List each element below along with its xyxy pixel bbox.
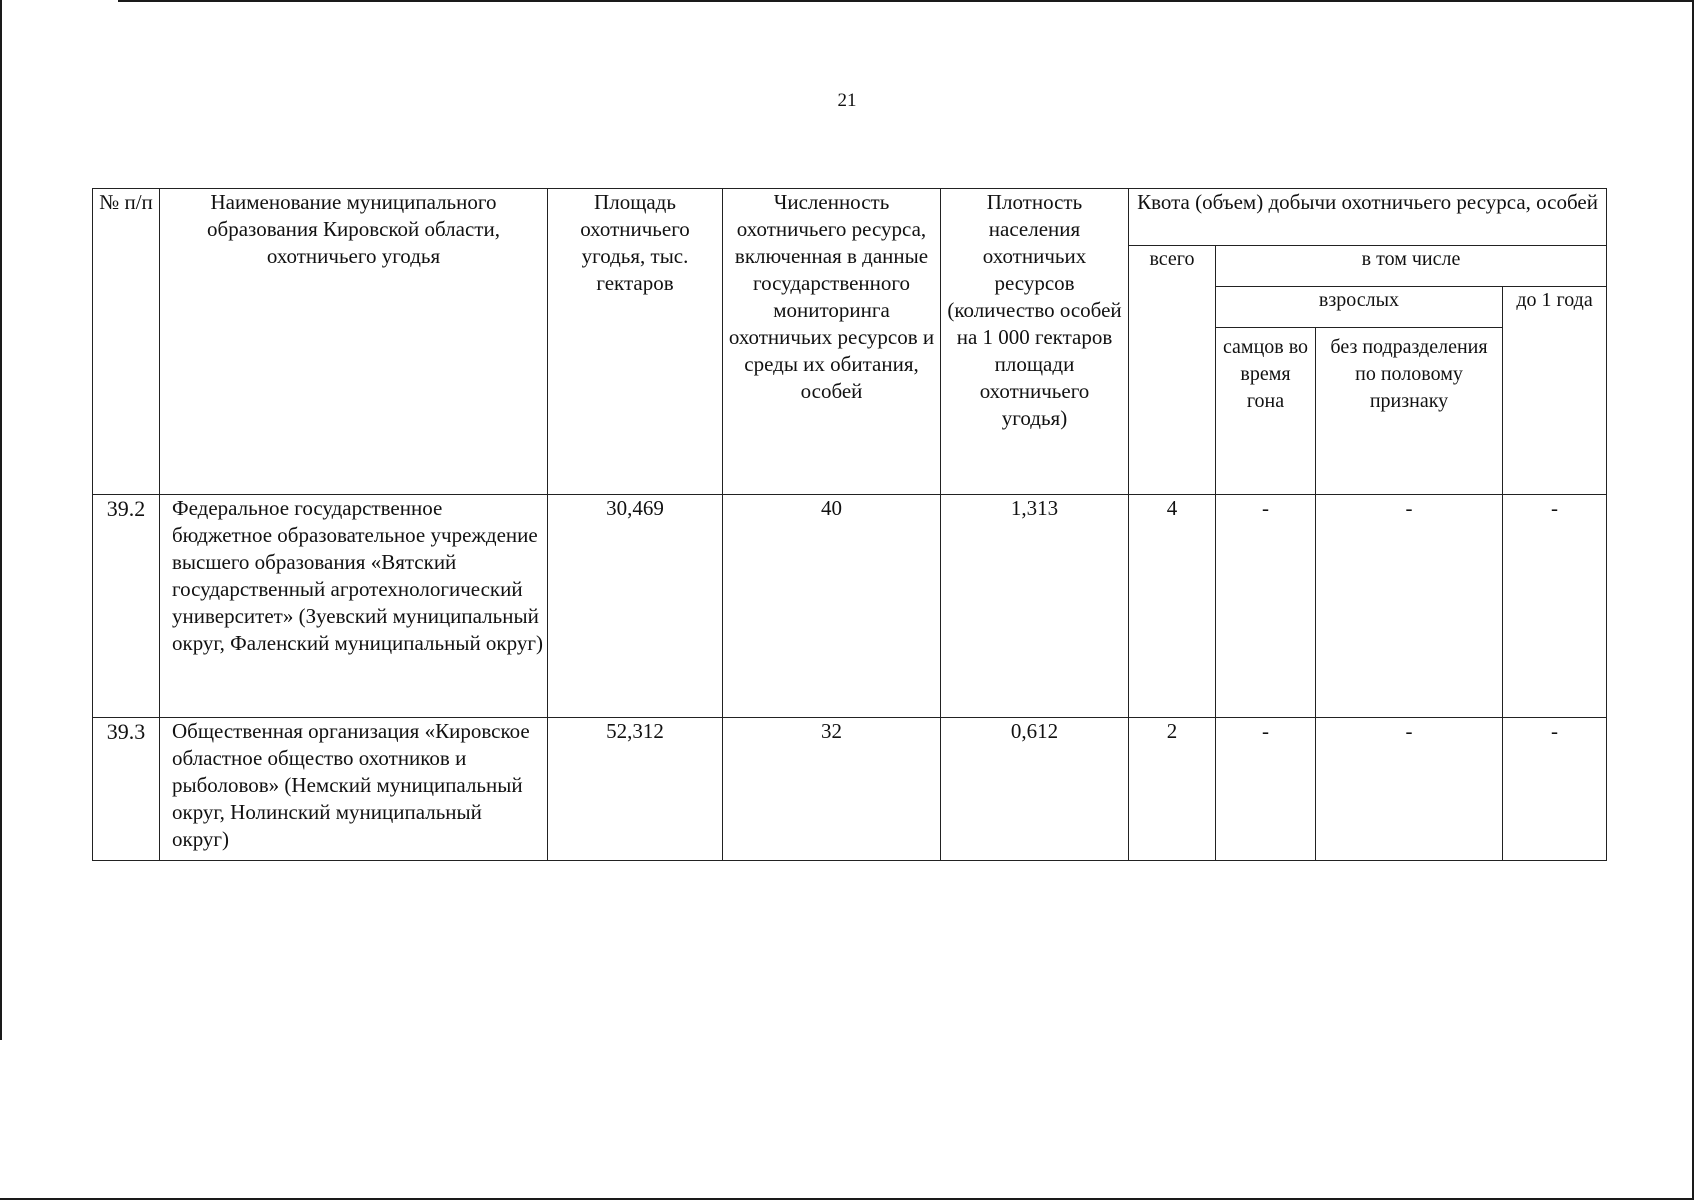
header-quota: Квота (объем) добычи охотничьего ресурса, особей [1129, 189, 1607, 246]
header-males-rut: самцов во время гона [1216, 328, 1316, 495]
row-under-one: - [1503, 718, 1607, 861]
row-num: 39.3 [93, 718, 160, 861]
row-no-sex: - [1316, 718, 1503, 861]
row-under-one: - [1503, 495, 1607, 718]
row-males-rut: - [1216, 495, 1316, 718]
row-area: 52,312 [548, 718, 723, 861]
row-total: 2 [1129, 718, 1216, 861]
row-no-sex: - [1316, 495, 1503, 718]
header-num: № п/п [93, 189, 160, 495]
header-row-1 [93, 189, 1607, 246]
quota-table [92, 188, 1607, 861]
scan-border-left [0, 0, 2, 1040]
row-density: 0,612 [941, 718, 1129, 861]
table-row [93, 495, 1607, 718]
header-under-one: до 1 года [1503, 287, 1607, 495]
header-total: всего [1129, 246, 1216, 495]
row-count: 40 [723, 495, 941, 718]
row-count: 32 [723, 718, 941, 861]
header-adults: взрослых [1216, 287, 1503, 328]
page-number: 21 [837, 90, 857, 111]
header-count: Численность охотничьего ресурса, включенная в данные государственного мониторинга охотничьих ресурсов и среды их обитания, особей [723, 189, 941, 495]
scan-border-top [118, 0, 1694, 2]
header-area: Площадь охотничьего угодья, тыс. гектаров [548, 189, 723, 495]
row-num: 39.2 [93, 495, 160, 718]
row-density: 1,313 [941, 495, 1129, 718]
row-name: Федеральное государственное бюджетное образовательное учреждение высшего образования «Вятский государственный агротехнологический университет» (Зуевский муниципальный округ, Фаленский муниципальный округ) [160, 495, 548, 718]
header-name: Наименование муниципального образования Кировской области, охотничьего угодья [160, 189, 548, 495]
table-row [93, 718, 1607, 861]
row-males-rut: - [1216, 718, 1316, 861]
header-density: Плотность населения охотничьих ресурсов (количество особей на 1 000 гектаров площади охотничьего угодья) [941, 189, 1129, 495]
row-total: 4 [1129, 495, 1216, 718]
row-area: 30,469 [548, 495, 723, 718]
row-name: Общественная организация «Кировское областное общество охотников и рыболовов» (Немский муниципальный округ, Нолинский муниципальный округ) [160, 718, 548, 861]
header-including: в том числе [1216, 246, 1607, 287]
header-no-sex: без подразделения по половому признаку [1316, 328, 1503, 495]
